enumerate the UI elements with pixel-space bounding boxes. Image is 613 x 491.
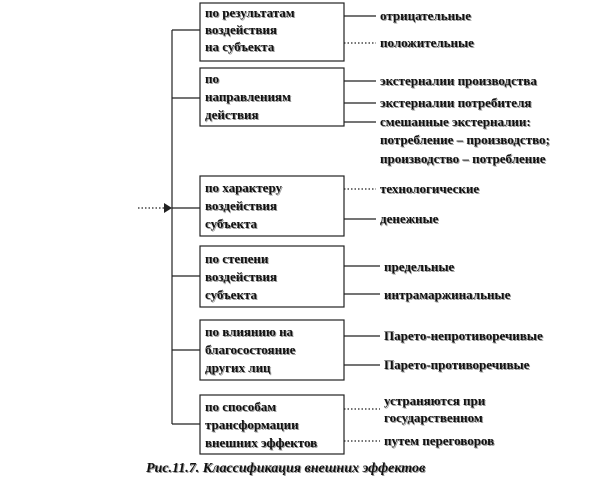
outcome-4-1: предельные (384, 259, 455, 274)
category-3-line-1: по характеру (205, 180, 283, 195)
category-2-line-1: по (205, 71, 219, 86)
category-1-line-2: воздействия (205, 22, 277, 37)
figure-caption: Рис.11.7. Классификация внешних эффектов (146, 461, 426, 476)
category-3-line-3: субъекта (205, 216, 257, 231)
outcome-4-2: интрамаржинальные (384, 287, 511, 302)
category-2-line-2: направлениям (205, 89, 291, 104)
category-4-line-3: субъекта (205, 287, 257, 302)
outcome-2-2: экстерналии потребителя (380, 95, 532, 110)
outcome-6-1: устраняются при (384, 393, 486, 408)
outcome-2-3: смешанные экстерналии: (380, 114, 531, 129)
outcome-1-1: отрицательные (380, 8, 471, 23)
outcome-3-2: денежные (380, 211, 439, 226)
category-2-line-3: действия (205, 107, 259, 122)
outcome-2-1: экстерналии производства (380, 73, 537, 88)
category-5-line-1: по влиянию на (205, 324, 294, 339)
category-6-line-1: по способам (205, 399, 277, 414)
category-5-line-2: благосостояние (205, 342, 296, 357)
category-1-line-3: на субъекта (205, 39, 275, 54)
category-6-line-2: трансформации (205, 417, 299, 432)
entry-arrowhead (164, 203, 172, 213)
outcome-3-1: технологические (380, 181, 480, 196)
outcome-1-2: положительные (380, 35, 474, 50)
outcome-6-3: путем переговоров (384, 433, 495, 448)
category-3-line-2: воздействия (205, 198, 277, 213)
outcome-2-5: производство – потребление (380, 151, 546, 166)
category-4-line-2: воздействия (205, 269, 277, 284)
category-1-line-1: по результатам (205, 5, 295, 20)
outcome-5-2: Парето-противоречивые (384, 357, 530, 372)
outcome-5-1: Парето-непротиворечивые (384, 328, 543, 343)
category-6-line-3: внешних эффектов (205, 435, 318, 450)
category-5-line-3: других лиц (205, 360, 271, 375)
outcome-6-2: государственном (384, 410, 483, 425)
category-4-line-1: по степени (205, 251, 269, 266)
outcome-2-4: потребление – производство; (380, 132, 550, 147)
